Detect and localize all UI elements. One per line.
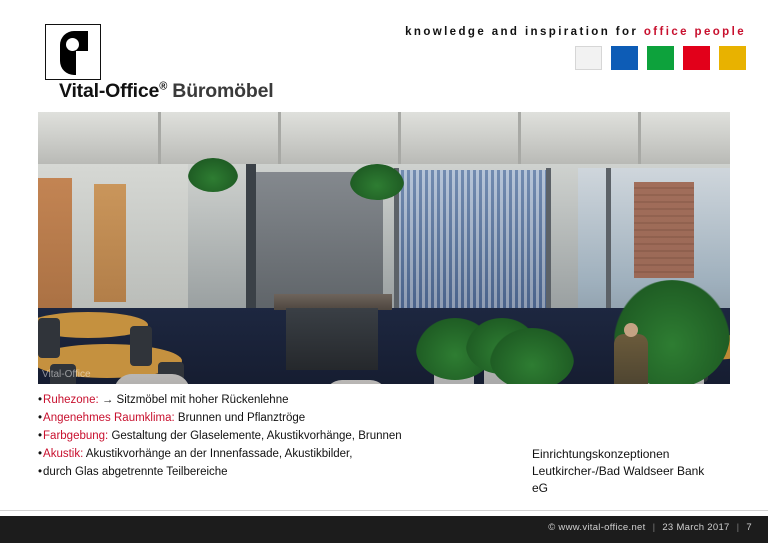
- bullet-lead: Akustik:: [43, 448, 84, 460]
- page-footer: [0, 516, 768, 543]
- page-header: [0, 0, 768, 100]
- render-high-back-sofa: [114, 374, 190, 384]
- bullet-dot: •: [38, 430, 43, 442]
- bullet-lead: Ruhezone:: [43, 394, 99, 406]
- logo-wordmark: [59, 80, 273, 103]
- render-person: [614, 334, 648, 384]
- render-plant: [188, 158, 238, 192]
- list-item: [38, 464, 498, 481]
- bullet-text: Akustikvorhänge an der Innenfassade, Akustikbilder,: [83, 448, 353, 460]
- header-tagline: [405, 26, 746, 38]
- logo-brand: Vital-Office: [59, 80, 160, 102]
- render-wood-panel: [94, 184, 126, 302]
- vital-office-logo-icon: [45, 24, 101, 80]
- list-item: [38, 392, 498, 409]
- caption-line-2: Leutkircher-/Bad Waldseer Bank: [532, 464, 705, 478]
- footer-page-number: 7: [746, 522, 752, 533]
- logo-block: [45, 24, 274, 102]
- render-chair: [130, 326, 152, 366]
- tagline-plain: knowledge and inspiration for: [405, 26, 644, 38]
- list-item: [38, 446, 498, 463]
- render-left-wood-panel: [38, 178, 72, 308]
- list-item: [38, 428, 498, 445]
- tagline-accent: office people: [643, 26, 746, 38]
- interior-render-image: [38, 112, 730, 384]
- swatch-red: [683, 46, 710, 70]
- bullet-text: Brunnen und Pflanztröge: [174, 412, 306, 424]
- render-ceiling: [38, 112, 730, 164]
- bullet-dot: •: [38, 412, 43, 424]
- render-plant: [490, 328, 574, 384]
- footer-date: 23 March 2017: [662, 522, 730, 533]
- logo-registered: ®: [159, 80, 168, 93]
- logo-subtitle: Büromöbel: [167, 80, 274, 102]
- swatch-blue: [611, 46, 638, 70]
- caption-line-1: Einrichtungskonzeptionen: [532, 447, 670, 461]
- footer-separator: |: [652, 522, 656, 533]
- render-kitchen-block: [286, 308, 378, 370]
- swatch-white: [575, 46, 602, 70]
- bullet-dot: •: [38, 394, 43, 406]
- bullet-lead: Angenehmes Raumklima:: [43, 412, 175, 424]
- render-chair: [38, 318, 60, 358]
- list-item: [38, 410, 498, 427]
- bullet-dot: •: [38, 448, 43, 460]
- bullet-text: Gestaltung der Glaselemente, Akustikvorhänge, Brunnen: [108, 430, 402, 442]
- footer-separator: |: [736, 522, 740, 533]
- caption-line-3: eG: [532, 481, 549, 495]
- render-plant: [350, 164, 404, 200]
- bullet-lead: Farbgebung:: [43, 430, 109, 442]
- footer-copyright: © www.vital-office.net: [548, 522, 646, 533]
- render-brick-facade: [634, 182, 694, 278]
- footer-divider: [0, 510, 768, 511]
- bullet-dot: •: [38, 466, 43, 478]
- bullet-text: → Sitzmöbel mit hoher Rückenlehne: [98, 394, 289, 406]
- bullet-text: durch Glas abgetrennte Teilbereiche: [43, 466, 228, 478]
- swatch-yellow: [719, 46, 746, 70]
- render-watermark: Vital-Office: [42, 369, 91, 380]
- bullet-list: [38, 392, 498, 482]
- swatch-green: [647, 46, 674, 70]
- color-swatch-row: [575, 46, 746, 70]
- project-caption: [532, 446, 758, 497]
